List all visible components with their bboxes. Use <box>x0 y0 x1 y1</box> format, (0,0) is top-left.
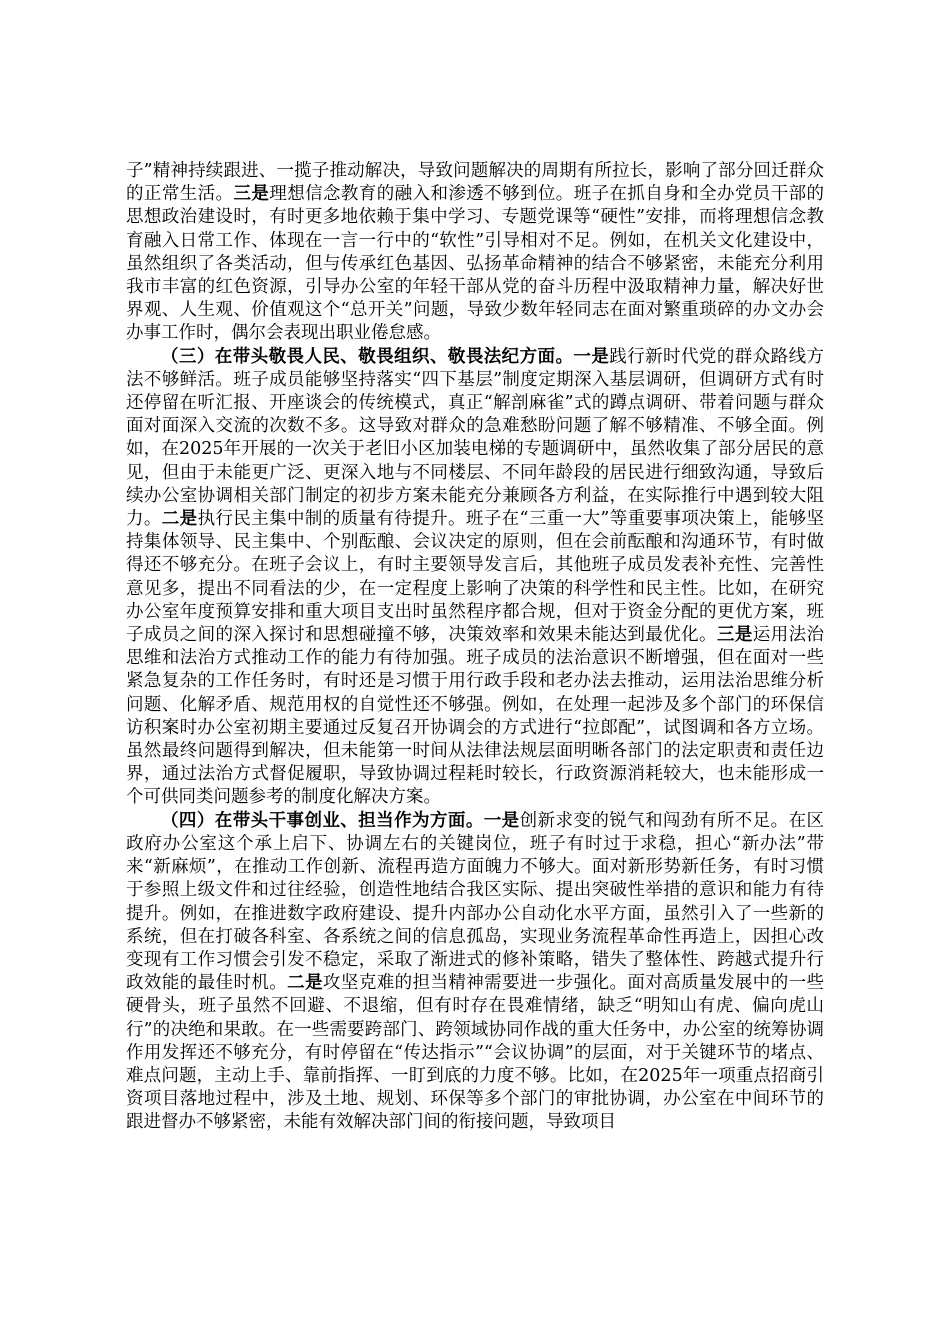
paragraph <box>126 160 824 346</box>
body-text: 践行新时代党的群众路线方法不够鲜活。班子成员能够坚持落实“四下基层”制度定期深入基层调研，但调研方式有时还停留在听汇报、开座谈会的传统模式，真正“解剖麻雀”式的蹲点调研、带着问题与群众面对面深入交流的次数不多。这导致对群众的急难愁盼问题了解不够精准、不够全面。例如，在2025年开展的一次关于老旧小区加装电梯的专题调研中，虽然收集了部分居民的意见，但由于未能更广泛、更深入地与不同楼层、不同年龄段的居民进行细致沟通，导致后续办公室协调相关部门制定的初步方案未能充分兼顾各方利益，在实际推行中遇到较大阻力。 <box>126 346 825 530</box>
bold-text: 二是 <box>287 973 323 994</box>
body-text: 运用法治思维和法治方式推动工作的能力有待加强。班子成员的法治意识不断增强，但在面对一些紧急复杂的工作任务时，有时还是习惯于用行政手段和老办法去推动，运用法治思维分析问题、化解矛盾、规范用权的自觉性还不够强。例如，在处理一起涉及多个部门的环保信访积案时办公室初期主要通过反复召开协调会的方式进行“拉郎配”，试图调和各方立场。虽然最终问题得到解决，但未能第一时间从法律法规层面明晰各部门的法定职责和责任边界，通过法治方式督促履职，导致协调过程耗时较长，行政资源消耗较大，也未能形成一个可供同类问题参考的制度化解决方案。 <box>126 625 825 808</box>
bold-text: 三是 <box>233 184 270 205</box>
paragraph <box>126 346 824 810</box>
body-text: 攻坚克难的担当精神需要进一步强化。面对高质量发展中的一些硬骨头，班子虽然不回避、不退缩，但有时存在畏难情绪，缺乏“明知山有虎、偏向虎山行”的决绝和果敢。在一些需要跨部门、跨领域协同作战的重大任务中，办公室的统筹协调作用发挥还不够充分，有时停留在“传达指示”“会议协调”的层面，对于关键环节的堵点、难点问题，主动上手、靠前指挥、一盯到底的力度不够。比如，在2025年一项重点招商引资项目落地过程中，涉及土地、规划、环保等多个部门的审批协调，办公室在中间环节的跟进督办不够紧密，未能有效解决部门间的衔接问题，导致项目 <box>126 973 825 1133</box>
body-text: 创新求变的锐气和闯劲有所不足。在区政府办公室这个承上启下、协调左右的关键岗位，班子有时过于求稳，担心“新办法”带来“新麻烦”，在推动工作创新、流程再造方面魄力不够大。面对新形势新任务，有时习惯于参照上级文件和过往经验，创造性地结合我区实际、提出突破性举措的意识和能力有待提升。例如，在推进数字政府建设、提升内部办公自动化水平方面，虽然引入了一些新的系统，但在打破各科室、各系统之间的信息孤岛，实现业务流程革命性再造上，因担心改变现有工作习惯会引发不稳定，采取了渐进式的修补策略，错失了整体性、跨越式提升行政效能的最佳时机。 <box>126 810 824 994</box>
body-text: 执行民主集中制的质量有待提升。班子在“三重一大”等重要事项决策上，能够坚持集体领导、民主集中、个别酝酿、会议决定的原则，但在会前酝酿和沟通环节，有时做得还不够充分。在班子会议上，有时主要领导发言后，其他班子成员发表补充性、完善性意见多，提出不同看法的少，在一定程度上影响了决策的科学性和民主性。比如，在研究办公室年度预算安排和重大项目支出时虽然程序都合规，但对于资金分配的更优方案，班子成员之间的深入探讨和思想碰撞不够，决策效率和效果未能达到最优化。 <box>126 509 825 646</box>
document-page <box>126 160 824 1135</box>
section-heading: （四）在带头干事创业、担当作为方面。一是 <box>161 810 520 831</box>
bold-text: 二是 <box>161 509 198 530</box>
body-text: 子”精神持续跟进、一揽子推动解决，导致问题解决的周期有所拉长，影响了部分回迁群众的正常生活。 <box>126 161 824 205</box>
bold-text: 三是 <box>716 625 753 646</box>
section-heading: （三）在带头敬畏人民、敬畏组织、敬畏法纪方面。一是 <box>161 346 610 367</box>
body-text: 理想信念教育的融入和渗透不够到位。班子在抓自身和全办党员干部的思想政治建设时，有时更多地依赖于集中学习、专题党课等“硬性”安排，而将理想信念教育融入日常工作、体现在一言一行中的“软性”引导相对不足。例如，在机关文化建设中，虽然组织了各类活动，但与传承红色基因、弘扬革命精神的结合不够紧密，未能充分利用我市丰富的红色资源，引导办公室的年轻干部从党的奋斗历程中汲取精神力量，解决好世界观、人生观、价值观这个“总开关”问题，导致少数年轻同志在面对繁重琐碎的办文办会办事工作时，偶尔会表现出职业倦怠感。 <box>126 184 825 344</box>
paragraph <box>126 810 824 1135</box>
